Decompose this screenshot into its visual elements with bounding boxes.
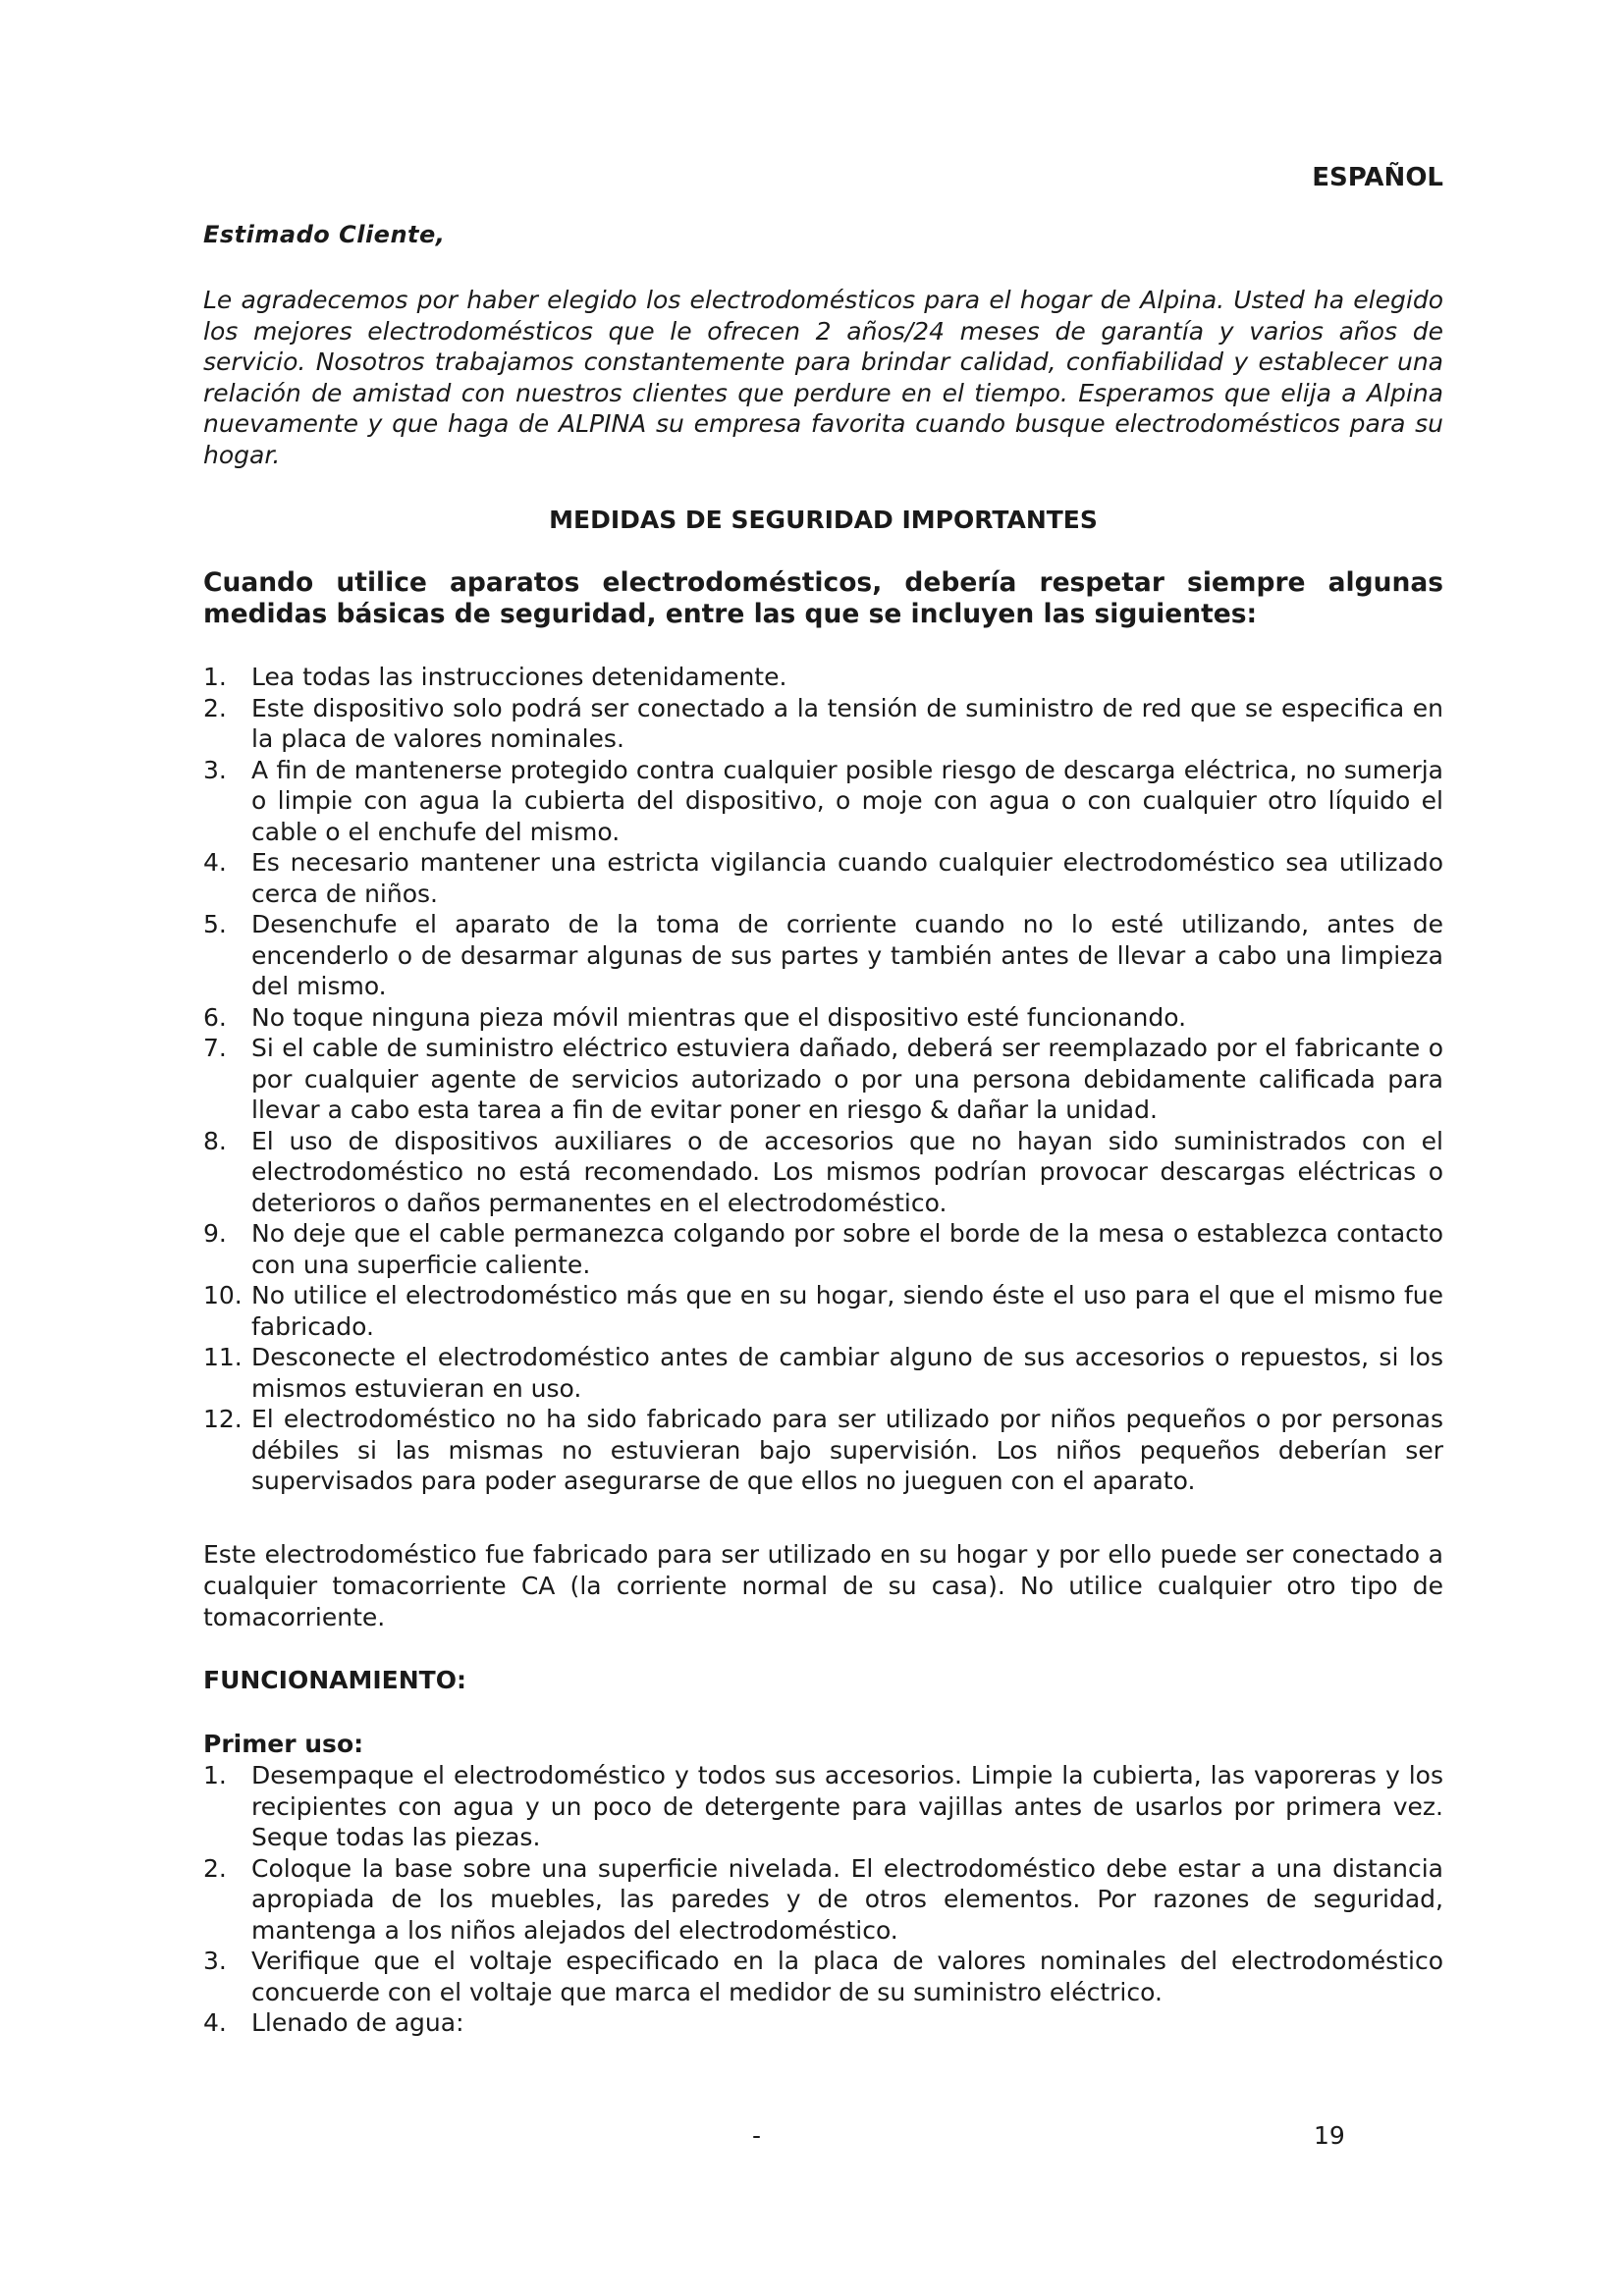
list-item-text: Desempaque el electrodoméstico y todos sus accesorios. Limpie la cubierta, las vaporeras y los recipientes con agua y un poco de detergente para vajillas antes de usarlos por primera vez. Seque todas las piezas.	[251, 1761, 1443, 1851]
list-item	[203, 693, 1443, 755]
list-item	[203, 1002, 1443, 1034]
list-item	[203, 909, 1443, 1002]
safety-section-title: MEDIDAS DE SEGURIDAD IMPORTANTES	[549, 506, 1098, 534]
list-item-number: 8.	[203, 1126, 227, 1155]
list-item	[203, 1218, 1443, 1280]
list-item	[203, 1760, 1443, 1853]
page-number: 19	[1314, 2121, 1345, 2150]
list-item	[203, 1126, 1443, 1219]
list-item	[203, 755, 1443, 848]
list-item-text: Desconecte el electrodoméstico antes de cambiar alguno de sus accesorios o repuestos, si los mismos estuvieran en uso.	[251, 1343, 1443, 1403]
list-item	[203, 1342, 1443, 1404]
list-item-number: 6.	[203, 1002, 227, 1032]
safety-lead-paragraph: Cuando utilice aparatos electrodomésticos, debería respetar siempre algunas medidas básicas de seguridad, entre las que se incluyen las siguientes:	[203, 567, 1443, 629]
list-item-number: 11.	[203, 1343, 243, 1371]
list-item-text: Este dispositivo solo podrá ser conectado a la tensión de suministro de red que se especifica en la placa de valores nominales.	[251, 693, 1443, 753]
list-item-number: 1.	[203, 1761, 227, 1789]
list-item-number: 2.	[203, 693, 227, 722]
list-item-text: Es necesario mantener una estricta vigilancia cuando cualquier electrodoméstico sea utilizado cerca de niños.	[251, 848, 1443, 908]
list-item-number: 4.	[203, 2008, 227, 2037]
greeting: Estimado Cliente,	[203, 221, 446, 248]
list-item	[203, 1404, 1443, 1497]
intro-paragraph: Le agradecemos por haber elegido los electrodomésticos para el hogar de Alpina. Usted ha elegido los mejores electrodomésticos que le ofrecen 2 años/24 meses de garantía y varios años de servicio. Nosotros trabajamos constantemente para brindar calidad, confiabilidad y establecer una relación de amistad con nuestros clientes que perdure en el tiempo. Esperamos que elija a Alpina nuevamente y que haga de ALPINA su empresa favorita cuando busque electrodomésticos para su hogar.	[203, 286, 1443, 469]
language-heading: ESPAÑOL	[1312, 163, 1443, 192]
list-item-number: 9.	[203, 1219, 227, 1248]
list-item	[203, 1853, 1443, 1947]
first-use-subtitle: Primer uso:	[203, 1730, 364, 1758]
list-item-text: No toque ninguna pieza móvil mientras que el dispositivo esté funcionando.	[251, 1002, 1187, 1032]
list-item	[203, 2007, 1443, 2039]
list-item-text: Si el cable de suministro eléctrico estuviera dañado, deberá ser reemplazado por el fabricante o por cualquier agente de servicios autorizado o por una persona debidamente calificada para llevar a cabo esta tarea a fin de evitar poner en riesgo & dañar la unidad.	[251, 1034, 1443, 1124]
footer-dash: -	[752, 2121, 762, 2150]
safety-rules-list	[203, 662, 1443, 1497]
list-item-number: 2.	[203, 1853, 227, 1883]
list-item-text: Coloque la base sobre una superficie nivelada. El electrodoméstico debe estar a una distancia apropiada de los muebles, las paredes y de otros elementos. Por razones de seguridad, mantenga a los niños alejados del electrodoméstico.	[251, 1853, 1443, 1945]
list-item	[203, 1033, 1443, 1126]
operation-section-title: FUNCIONAMIENTO:	[203, 1666, 466, 1694]
list-item-number: 1.	[203, 663, 227, 691]
usage-note-paragraph: Este electrodoméstico fue fabricado para ser utilizado en su hogar y por ello puede ser conectado a cualquier tomacorriente CA (la corriente normal de su casa). No utilice cualquier otro tipo de tomacorriente.	[203, 1540, 1443, 1631]
list-item-text: Llenado de agua:	[251, 2008, 464, 2037]
list-item-number: 7.	[203, 1034, 227, 1062]
list-item-text: A fin de mantenerse protegido contra cualquier posible riesgo de descarga eléctrica, no sumerja o limpie con agua la cubierta del dispositivo, o moje con agua o con cualquier otro líquido el cable o el enchufe del mismo.	[251, 755, 1443, 846]
list-item	[203, 662, 1443, 693]
list-item-text: El electrodoméstico no ha sido fabricado para ser utilizado por niños pequeños o por personas débiles si las mismas no estuvieran bajo supervisión. Los niños pequeños deberían ser supervisados para poder asegurarse de que ellos no jueguen con el aparato.	[251, 1405, 1443, 1495]
list-item-number: 12.	[203, 1405, 243, 1433]
first-use-steps-list	[203, 1760, 1443, 2039]
list-item-text: Lea todas las instrucciones detenidamente.	[251, 663, 787, 691]
list-item-text: No deje que el cable permanezca colgando por sobre el borde de la mesa o establezca contacto con una superficie caliente.	[251, 1219, 1443, 1279]
list-item-number: 4.	[203, 848, 227, 877]
list-item-number: 3.	[203, 1947, 227, 1975]
list-item-text: El uso de dispositivos auxiliares o de accesorios que no hayan sido suministrados con el electrodoméstico no está recomendado. Los mismos podrían provocar descargas eléctricas o deterioros o daños permanentes en el electrodoméstico.	[251, 1126, 1443, 1217]
list-item	[203, 847, 1443, 909]
list-item-text: No utilice el electrodoméstico más que en su hogar, siendo éste el uso para el que el mismo fue fabricado.	[251, 1281, 1443, 1341]
list-item-text: Verifique que el voltaje especificado en la placa de valores nominales del electrodoméstico concuerde con el voltaje que marca el medidor de su suministro eléctrico.	[251, 1947, 1443, 2006]
list-item	[203, 1946, 1443, 2007]
list-item-text: Desenchufe el aparato de la toma de corriente cuando no lo esté utilizando, antes de encenderlo o de desarmar algunas de sus partes y también antes de llevar a cabo una limpieza del mismo.	[251, 910, 1443, 1000]
list-item-number: 3.	[203, 755, 227, 784]
list-item-number: 10.	[203, 1281, 243, 1309]
list-item	[203, 1280, 1443, 1342]
list-item-number: 5.	[203, 910, 227, 938]
